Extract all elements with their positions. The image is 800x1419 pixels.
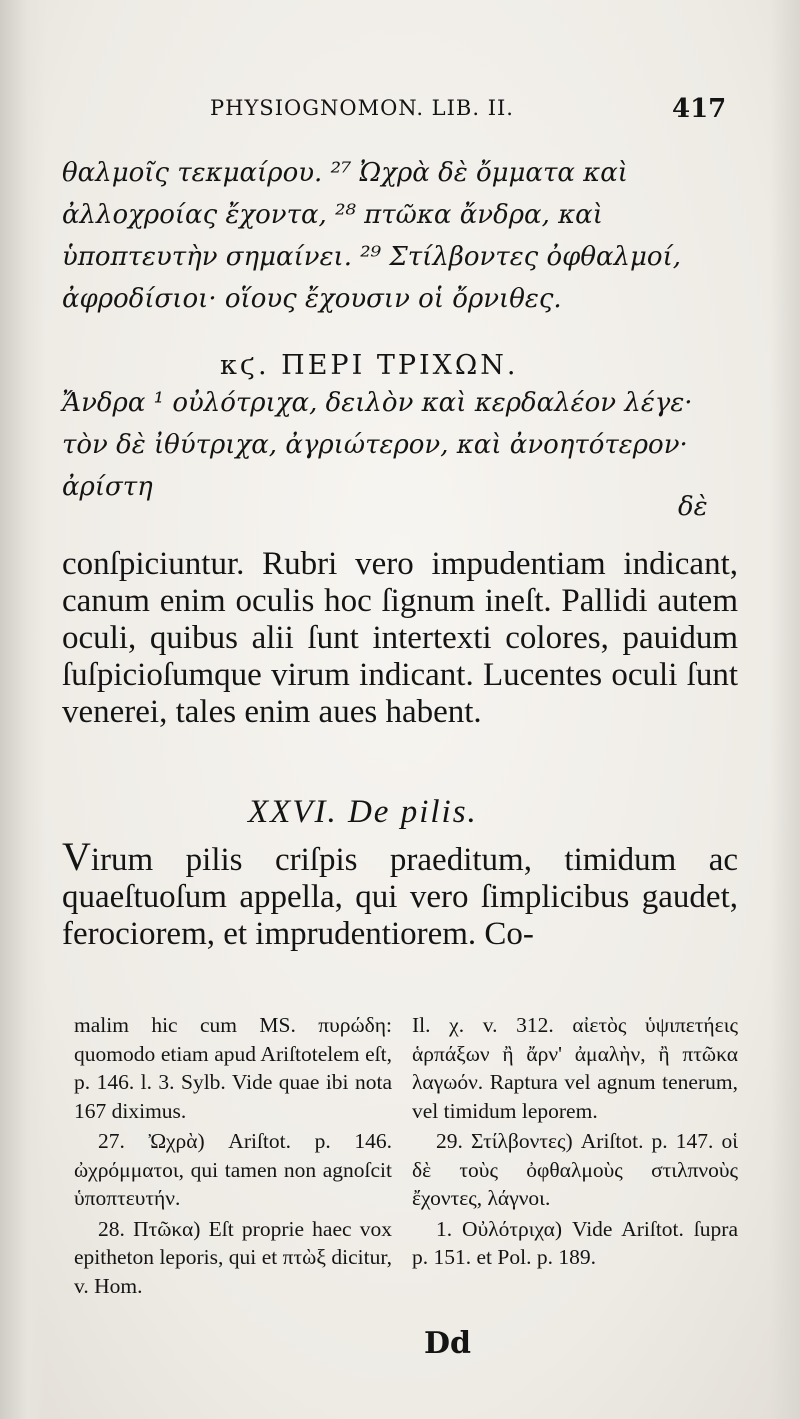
latin-text-block-1: conſpiciuntur. Rubri vero impudentiam indicant, canum enim oculis hoc ſignum ineſt. Pallidi autem oculi, quibus alii ſunt intertexti colores, pauidum ſuſpicioſumque virum indicant. Lucentes oculi ſunt venerei, tales enim aues habent. [62,546,738,730]
footnote: 1. Οὐλότριχα) Vide Ariſtot. ſupra p. 151. et Pol. p. 189. [412,1216,738,1269]
running-title: PHYSIOGNOMON. LIB. II. [210,96,514,120]
footnote: 29. Στίλβοντες) Ariſtot. p. 147. οἱ δὲ τοὺς ὀφθαλμοὺς στιλπνοὺς ἔχοντες, λάγνοι. [412,1129,738,1210]
footnote: 27. Ὠχρὰ) Ariſtot. p. 146. ὠχρόμματοι, qui tamen non agnoſcit ὑποπτευτήν. [74,1129,392,1210]
latin-text-block-2 [62,834,738,953]
page-edge-shadow [770,0,800,1419]
footnote: 28. Πτῶκα) Eſt proprie haec vox epitheton leporis, qui et πτὼξ dicitur, v. Hom. [74,1216,392,1298]
footnotes-left-column [74,1011,392,1302]
greek-text-block-2: Ἄνδρα ¹ οὐλότριχα, δειλὸν καὶ κερδαλέον λέγε· τὸν δὲ ἰθύτριχα, ἀγριώτερον, καὶ ἀνοητότερον· ἀρίστη [62,388,693,502]
greek-catchword: δὲ [678,492,708,522]
greek-section-heading: κϛ. ΠΕΡΙ ΤΡΙΧΩΝ. [220,350,519,381]
footnote: Il. χ. v. 312. αἰετὸς ὑψιπετήεις ἁρπάξων ἢ ἄρν' ἀμαλὴν, ἢ πτῶκα λαγωόν. Raptura vel agnum tenerum, vel timidum leporem. [412,1013,738,1123]
page-number: 417 [672,94,727,124]
greek-text-block-1: θαλμοῖς τεκμαίρου. ²⁷ Ὠχρὰ δὲ ὄμματα καὶ ἀλλοχροίας ἔχοντα, ²⁸ πτῶκα ἄνδρα, καὶ ὑποπτευτὴν σημαίνει. ²⁹ Στίλβοντες ὀφθαλμοί, ἀφροδίσιοι· οἵους ἔχουσιν οἱ ὄρνιθες. [62,158,682,314]
page-gutter-shadow [0,0,46,1419]
footnote: malim hic cum MS. πυρώδη: quomodo etiam apud Ariſtotelem eſt, p. 146. l. 3. Sylb. Vide quae ibi nota 167 diximus. [74,1013,392,1123]
signature-mark: Dd [424,1326,471,1361]
latin-section-heading: XXVI. De pilis. [248,794,478,830]
dropcap-letter: V [62,834,91,879]
latin-text-block-2-body: irum pilis criſpis praeditum, timidum ac quaeſtuoſum appella, qui vero ſimplicibus gaudet, ferociorem, et imprudentiorem. Co- [62,842,738,952]
footnotes-right-column [412,1011,738,1274]
